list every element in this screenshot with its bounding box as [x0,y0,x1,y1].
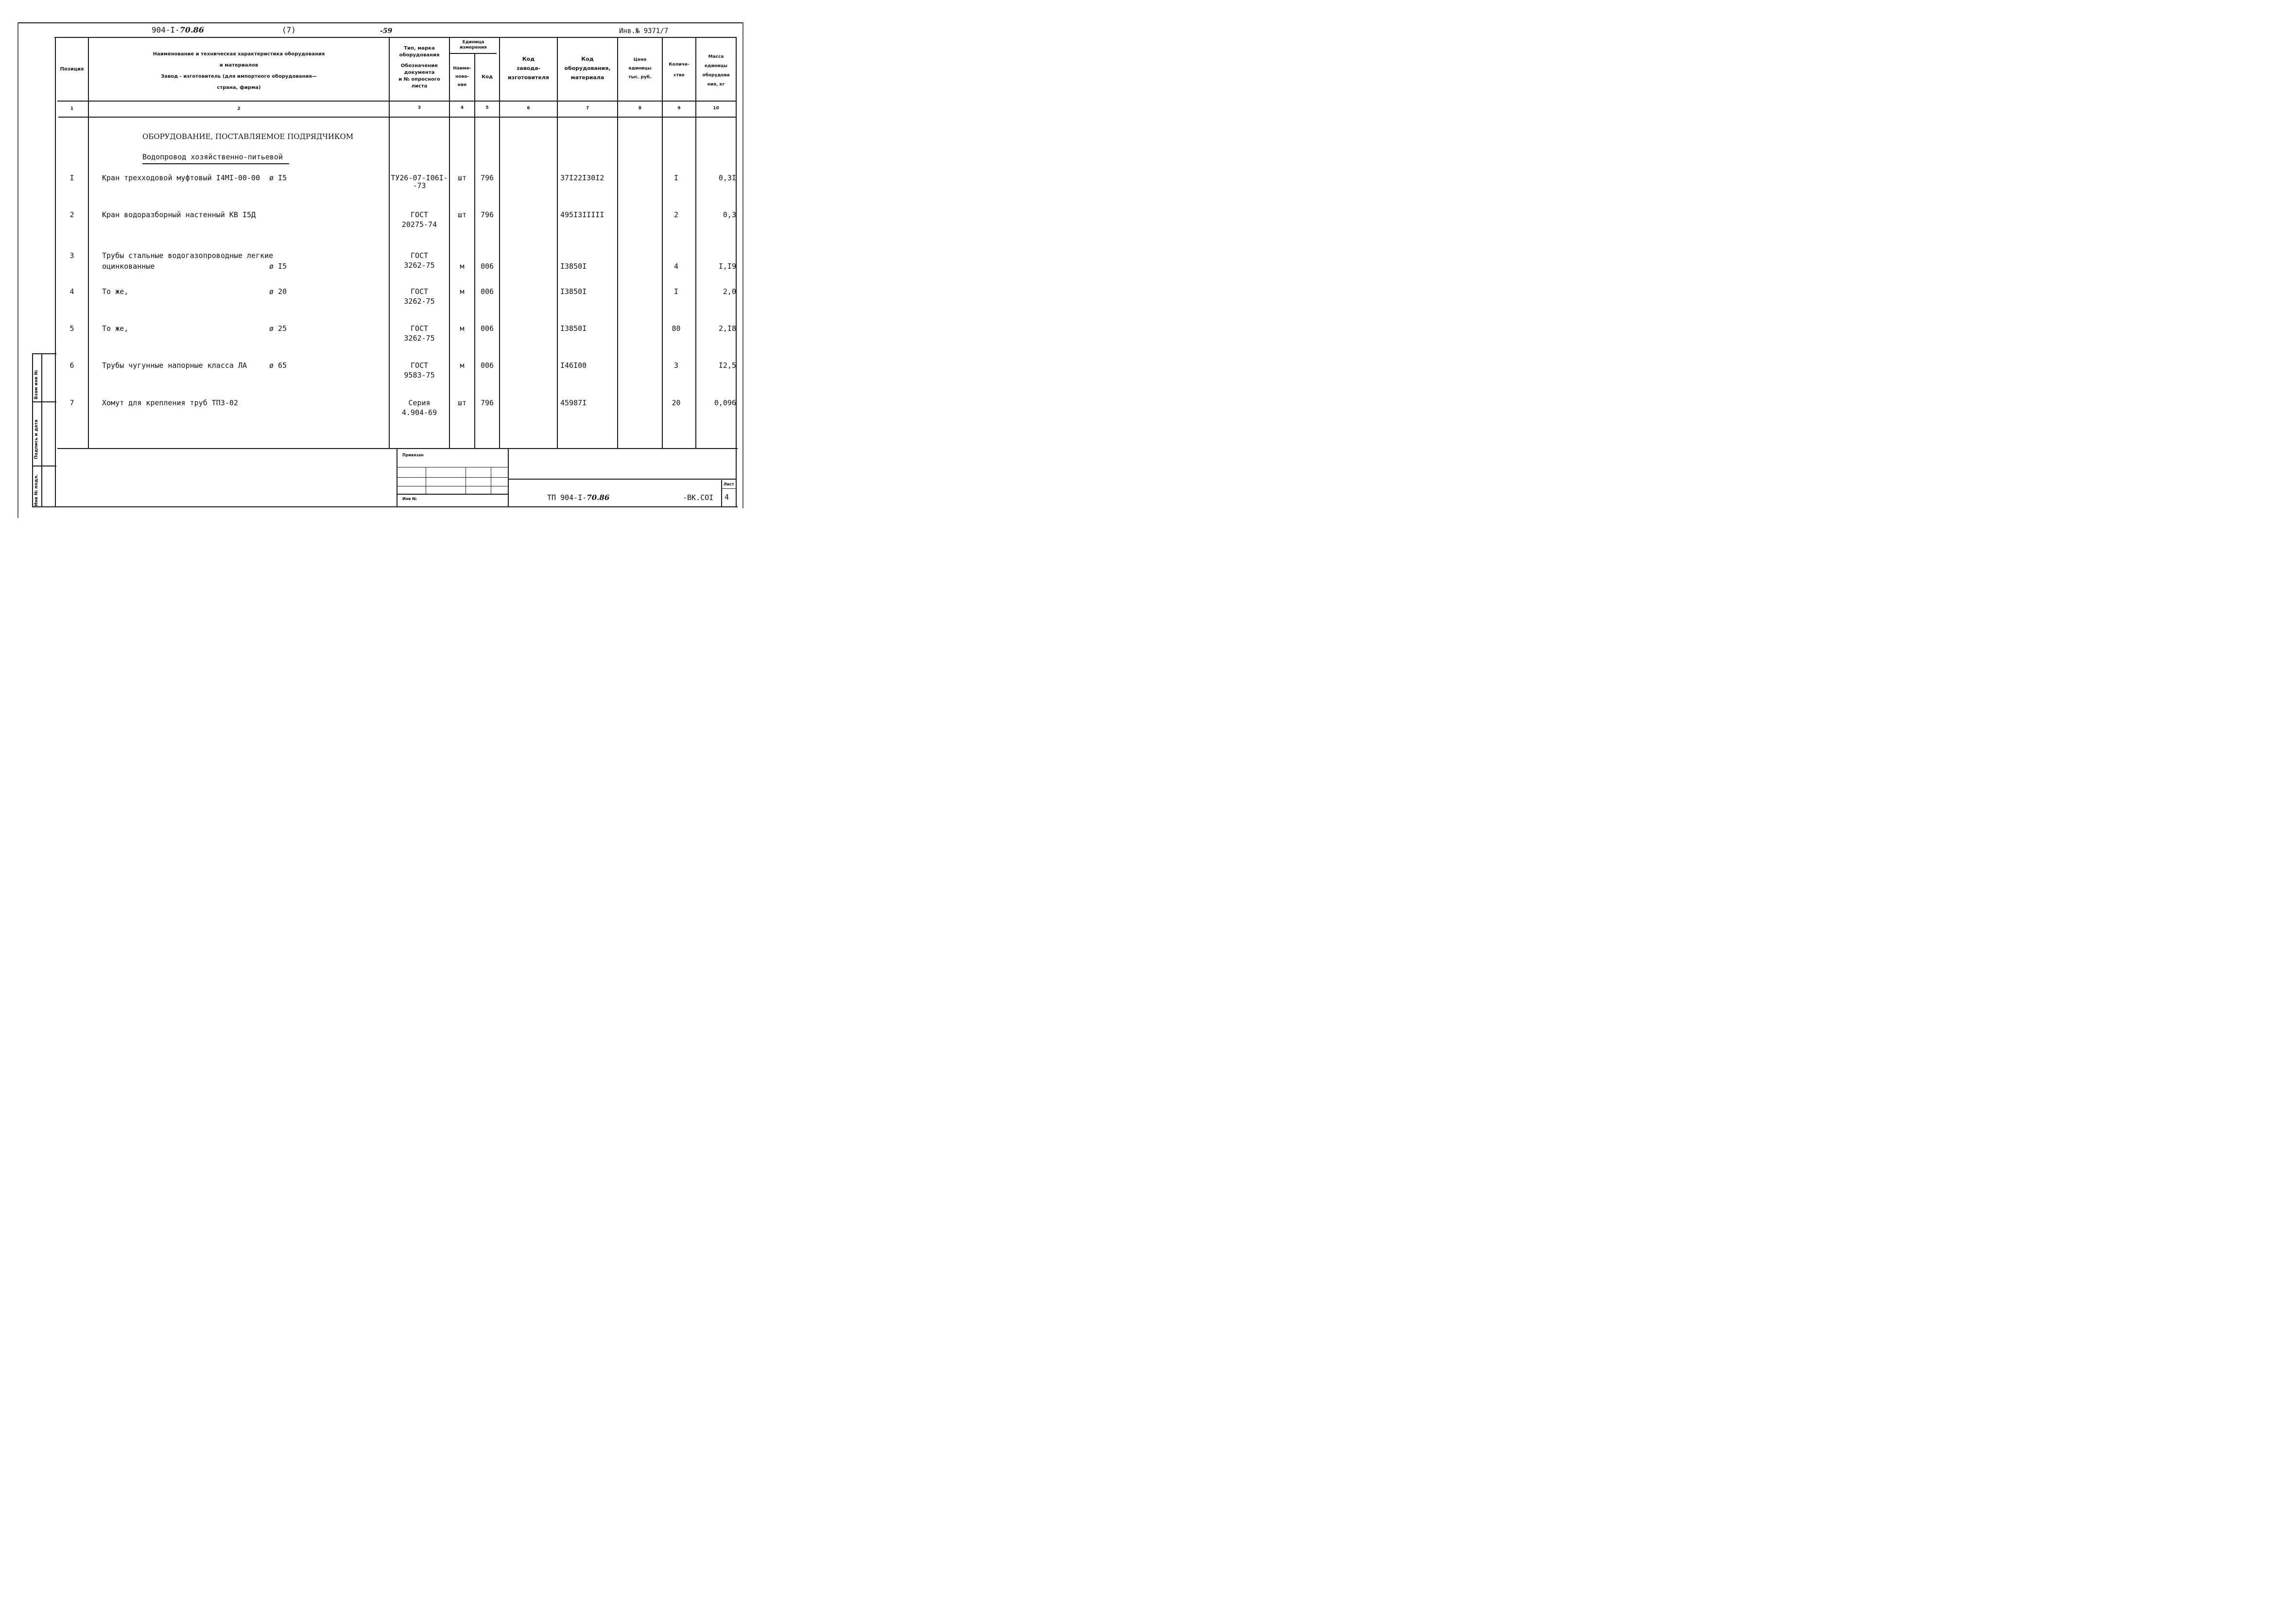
row-name: Хомут для крепления труб ТПЗ-02 [102,398,238,407]
header-unit-name-line1: Наиме- [453,66,471,71]
table-top-border [54,37,737,38]
header-price [618,55,662,82]
row-type [390,324,449,343]
row-mass: I2,5 [718,361,736,370]
header-qty-line1: Количе- [669,62,690,67]
colnum-5: 5 [485,105,489,110]
row-name: Трубы чугунные напорные класса ЛА [102,361,247,370]
inv-no-label: Инв № [402,497,417,501]
row-type-line1: ГОСТ [410,324,429,333]
header-factory-line3: изготовителя [508,74,549,81]
row-quantity: I [673,287,679,296]
frame-bottom-border [32,506,738,507]
unit-group-divider [450,53,497,54]
colnum-4: 4 [460,105,464,110]
doc-code [547,493,609,502]
row-type [390,398,449,417]
header-equip-line2: оборудования, [564,65,611,71]
header-unit-group-line1: Единица [462,40,484,45]
header-bottom-border [57,101,737,102]
row-position: 7 [69,398,74,407]
header-quantity [663,59,695,81]
col-4-5-divider [474,53,475,449]
row-type-line2: 20275-74 [401,220,437,229]
row-quantity: 2 [673,210,679,219]
header-name-line2: и материалов [219,63,259,68]
colnum-bottom-border [58,117,737,118]
section-title: ОБОРУДОВАНИЕ, ПОСТАВЛЯЕМОЕ ПОДРЯДЧИКОМ [142,132,354,141]
side-stamp-div1 [32,401,56,402]
row-diameter: ø I5 [269,173,287,182]
colnum-9: 9 [677,106,681,111]
row-quantity: I [673,173,679,182]
title-block-divider-v2 [508,448,509,507]
row-quantity: 4 [673,262,679,271]
colnum-3: 3 [417,105,421,110]
row-quantity: 80 [672,324,681,333]
row-mass: 0,096 [714,398,736,407]
outer-frame-right [742,22,743,508]
row-equip-code: 495I3IIIII [560,210,604,219]
row-position: 2 [69,210,74,219]
row-type-line1: ТУ26-07-I06I- [391,173,448,182]
side-stamp-left [32,353,33,507]
row-name: Трубы стальные водогазопроводные легкие [102,251,274,260]
row-equip-code: I3850I [560,262,587,271]
row-type-line1: ГОСТ [410,287,429,296]
header-equip-line3: материала [570,74,604,81]
side-stamp-top [32,353,56,354]
colnum-6: 6 [527,106,530,111]
doc-number [152,25,204,35]
row-diameter: ø 65 [269,361,287,370]
header-unit-group-line2: измерения [460,45,487,50]
header-mass-line2: единицы [704,64,727,69]
inventory-number: Инв.№ 9371/7 [619,27,669,35]
header-position [56,66,88,73]
sheet-in-parens: (7) [282,25,296,35]
subsection-title: Водопровод хозяйственно-питьевой [142,153,283,161]
header-equip-line1: Код [581,56,594,62]
header-mass-line1: Масса [708,54,724,59]
row-type [390,173,449,189]
outer-frame-top [17,22,743,23]
header-factory-code [500,54,557,82]
row-unit: шт [457,173,467,182]
header-name-line3: Завод - изготовитель (для импортного оборудования— [161,74,317,79]
row-type [390,361,449,380]
row-quantity: 3 [673,361,679,370]
sheet-cell-mid [721,488,737,489]
header-equip-code [558,54,617,82]
header-type-line5: и № опросного [398,77,440,82]
colnum-7: 7 [586,106,589,111]
header-type-line6: листа [411,84,428,89]
header-unit-name [450,65,474,89]
row-equip-code: 45987I [560,398,587,407]
header-type-line4: документа [404,70,435,75]
col-6-7-divider [557,38,558,449]
row-unit-code: 006 [480,262,494,271]
sheet-label: Лист [724,482,734,486]
row-unit-code: 006 [480,287,494,296]
title-block-code-top [508,479,737,480]
doc-code-prefix: ТП 904-I- [547,493,587,502]
row-type-line2: 3262-75 [404,334,435,343]
row-equip-code: I46I00 [560,361,587,370]
row-type-line2: -73 [413,181,426,190]
page-number: -59 [380,27,393,35]
col-2-3-divider [389,38,390,449]
doc-code-suffix: -ВК.СОI [683,493,714,502]
side-stamp-div2 [32,466,56,467]
row-unit: м [460,262,465,271]
row-diameter: ø 20 [269,287,287,296]
row-unit: м [460,324,465,333]
header-price-line2: единицы [628,66,652,71]
col-8-9-divider [662,38,663,449]
row-equip-code: 37I22I30I2 [560,173,604,182]
outer-frame-left [17,22,18,518]
row-equip-code: I3850I [560,324,587,333]
row-type [390,251,449,270]
header-mass-line4: ния, кг [707,82,725,87]
side-stamp-inv-orig: Инв № подл. [34,474,39,506]
row-type-line1: ГОСТ [410,361,429,370]
row-diameter: ø I5 [269,262,287,271]
row-mass: I,I9 [718,262,736,271]
col-3-4-divider [449,38,450,449]
row-unit: м [460,361,465,370]
row-position: 4 [69,287,74,296]
doc-code-hand: 70.86 [587,493,610,502]
header-name-line4: страна, фирма) [217,85,261,90]
header-unit-code [475,73,499,81]
header-qty-line2: ство [673,73,685,78]
row-unit-code: 796 [480,398,494,407]
header-unit-group [450,40,497,51]
header-factory-line1: Код [522,56,535,62]
header-name [89,49,389,93]
col-right-border [736,38,737,507]
row-diameter: ø 25 [269,324,287,333]
row-quantity: 20 [672,398,681,407]
row-type [390,210,449,229]
subsection-underline [142,163,289,164]
row-mass: 2,0 [723,287,736,296]
row-position: I [69,173,74,182]
header-mass [696,52,736,89]
row-name: То же, [102,324,129,333]
row-type-line2: 3262-75 [404,297,435,306]
doc-number-hand: 70.86 [179,25,204,35]
col-1-2-divider [88,38,89,449]
row-unit: шт [457,210,467,219]
header-type-line3: Обозначение [400,63,438,69]
row-type-line2: 3262-75 [404,261,435,270]
row-mass: 0,3I [718,173,736,182]
title-block-h4 [397,494,508,495]
row-type-line2: 4.904-69 [401,408,437,417]
header-type-line2: оборудования [399,52,440,58]
col-5-6-divider [499,38,500,449]
row-mass: 2,I8 [718,324,736,333]
sheet-number: 4 [725,493,729,501]
row-name: Кран трехходовой муфтовый I4МI-00-00 [102,173,260,182]
row-unit: шт [457,398,467,407]
col-9-10-divider [695,38,696,449]
attached-label: Привязан [402,453,424,457]
row-position: 6 [69,361,74,370]
row-type [390,287,449,306]
header-unit-name-line3: ние [457,83,467,87]
row-type-line1: ГОСТ [410,251,429,260]
colnum-10: 10 [713,106,719,111]
row-equip-code: I3850I [560,287,587,296]
header-position-label: Позиция [60,67,84,72]
colnum-1: 1 [70,106,74,111]
row-unit-code: 006 [480,324,494,333]
side-stamp-mid [41,353,42,507]
row-type-line2: 9583-75 [404,371,435,380]
doc-number-prefix: 904-I- [152,25,180,35]
header-unit-name-line2: нова- [455,74,469,79]
row-unit-code: 006 [480,361,494,370]
row-mass: 0,3 [723,210,736,219]
row-position: 5 [69,324,74,333]
header-name-line1: Наименование и техническая характеристика оборудования [153,52,325,57]
header-type [390,45,449,90]
header-type-line1: Тип, марка [404,46,435,51]
side-stamp-replaced-inv: Взам инв № [34,370,39,399]
row-name: То же, [102,287,129,296]
table-bottom-border [57,448,738,449]
colnum-2: 2 [237,106,241,111]
title-block-h2 [397,477,508,478]
row-unit-code: 796 [480,210,494,219]
header-price-line1: Цена [633,57,647,62]
header-price-line3: тыс. руб. [628,75,652,80]
row-type-line1: ГОСТ [410,210,429,219]
sheet-cell-left [721,480,722,507]
row-name: Кран водоразборный настенный КВ I5Д [102,210,256,219]
row-type-line1: Серия [408,398,431,407]
header-factory-line2: завода- [516,65,541,71]
row-name-line2: оцинкованные [102,262,155,271]
colnum-8: 8 [638,106,642,111]
header-mass-line3: оборудова [702,73,730,78]
row-unit-code: 796 [480,173,494,182]
header-unit-code-label: Код [481,74,493,80]
side-stamp-sign-date: Подпись и дата [34,419,39,459]
row-unit: м [460,287,465,296]
row-position: 3 [69,251,74,260]
col-7-8-divider [617,38,618,449]
